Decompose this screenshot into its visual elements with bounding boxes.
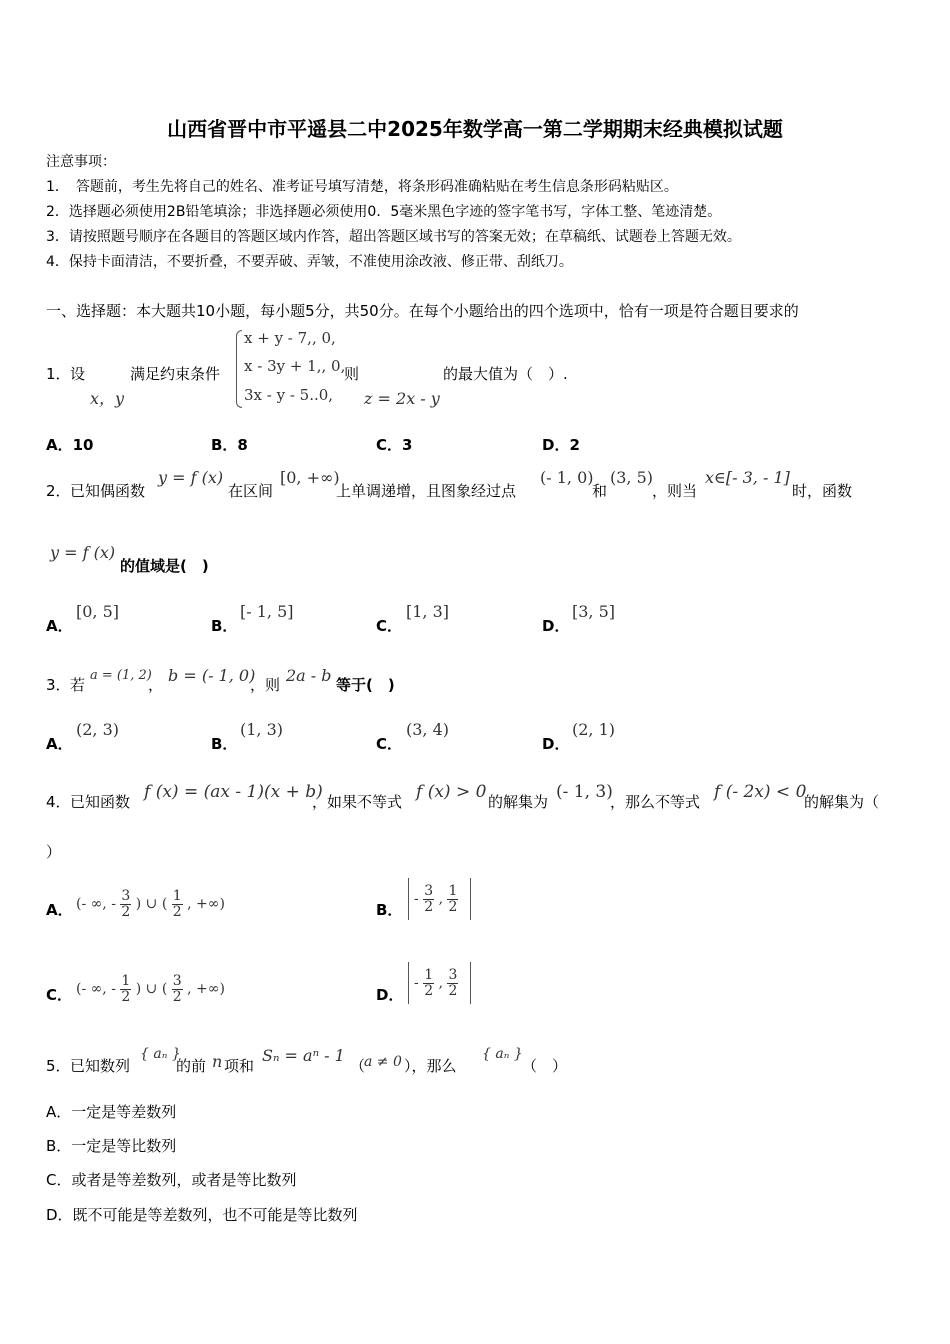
option-b-value: (1, 3) — [240, 720, 284, 739]
option-a-value: (2, 3) — [76, 720, 120, 739]
math-text: (- ∞, - — [76, 896, 116, 912]
option-b[interactable]: B． — [211, 735, 238, 753]
option-d-value — [414, 963, 458, 1003]
denominator: 2 — [448, 982, 458, 999]
math-vector-a: a = (1, 2) — [90, 668, 152, 683]
fraction — [447, 968, 458, 999]
option-d[interactable]: D．2 — [542, 436, 580, 454]
numerator: 1 — [448, 882, 458, 899]
option-b[interactable]: B．8 — [211, 436, 248, 454]
option-a-value: [0, 5] — [76, 602, 120, 621]
math-variable: n — [212, 1052, 223, 1071]
question-number: 4． — [46, 793, 71, 811]
math-text: (- ∞, - — [76, 981, 116, 997]
fraction — [423, 968, 434, 999]
interval-bracket — [470, 962, 471, 1004]
math-text: - — [414, 891, 419, 907]
math-interval: [0, +∞) — [280, 468, 340, 487]
numerator: 3 — [172, 972, 182, 989]
numerator: 1 — [424, 966, 434, 983]
option-d[interactable]: D． — [376, 986, 404, 1004]
math-function: y = f (x) — [50, 543, 116, 562]
question-text: 满足约束条件 — [130, 365, 221, 383]
question-number: 5． — [46, 1057, 71, 1075]
math-vars: x，y — [90, 389, 125, 408]
math-sequence: { aₙ } — [482, 1046, 523, 1062]
math-sum: Sₙ = aⁿ - 1 — [262, 1046, 345, 1065]
option-a-value — [76, 884, 225, 924]
question-text: ，那么不等式 — [610, 793, 701, 811]
math-text: ) ∪ ( — [135, 896, 168, 912]
denominator: 2 — [448, 898, 458, 915]
question-text: 若 — [70, 676, 86, 694]
question-text: 则 — [344, 365, 360, 383]
question-text: 的前 — [176, 1057, 207, 1075]
fraction — [172, 889, 183, 920]
section-heading: 一、选择题：本大题共10小题，每小题5分，共50分。在每个小题给出的四个选项中，恰有一项是符合题目要求的 — [46, 302, 799, 320]
question-number: 3． — [46, 676, 71, 694]
constraint: x + y - 7,, 0, — [244, 329, 336, 347]
option-b[interactable]: B． — [376, 901, 403, 919]
question-text: （ — [350, 1057, 366, 1075]
denominator: 2 — [121, 988, 131, 1005]
option-d[interactable]: D．既不可能是等差数列，也不可能是等比数列 — [46, 1206, 358, 1224]
question-text: 已知偶函数 — [70, 482, 146, 500]
math-text: , — [438, 891, 444, 907]
math-text: , — [438, 975, 444, 991]
question-text: 的解集为（ — [804, 793, 880, 811]
question-text: 的值域是( ) — [120, 557, 209, 575]
constraint: x - 3y + 1,, 0, — [244, 357, 346, 375]
math-condition: a ≠ 0 — [364, 1054, 402, 1070]
note-item: 2．选择题必须使用2B铅笔填涂；非选择题必须使用0．5毫米黑色字迹的签字笔书写，字体工整、笔迹清楚。 — [46, 204, 722, 220]
option-a[interactable]: A． — [46, 617, 73, 635]
note-item: 3．请按照题号顺序在各题目的答题区域内作答，超出答题区域书写的答案无效；在草稿纸、试题卷上答题无效。 — [46, 229, 741, 245]
question-text: ） — [46, 843, 62, 861]
question-text: 已知函数 — [70, 793, 131, 811]
math-text: , +∞) — [187, 896, 225, 912]
question-text: 和 — [592, 482, 608, 500]
option-c[interactable]: C．或者是等差数列，或者是等比数列 — [46, 1171, 297, 1189]
question-number: 1． — [46, 365, 71, 383]
numerator: 3 — [424, 882, 434, 899]
option-b-value — [414, 879, 458, 919]
question-text: 已知数列 — [70, 1057, 131, 1075]
question-text: 的最大值为（ ）. — [443, 365, 568, 383]
denominator: 2 — [121, 903, 131, 920]
denominator: 2 — [172, 988, 182, 1005]
option-d-value: [3, 5] — [572, 602, 616, 621]
question-text: ，则 — [250, 676, 281, 694]
option-b-value: [- 1, 5] — [240, 602, 294, 621]
constraint: 3x - y - 5..0, — [244, 386, 334, 404]
math-function: f (x) = (ax - 1)(x + b) — [144, 782, 323, 802]
math-set: (- 1, 3) — [556, 782, 613, 802]
option-d[interactable]: D． — [542, 617, 570, 635]
math-text: ) ∪ ( — [135, 981, 168, 997]
question-text: ，如果不等式 — [312, 793, 403, 811]
math-inequality: f (x) > 0 — [416, 782, 487, 802]
question-number: 2． — [46, 482, 71, 500]
question-text: ），那么 — [404, 1057, 457, 1075]
option-a[interactable]: A．一定是等差数列 — [46, 1103, 177, 1121]
math-text: , +∞) — [187, 981, 225, 997]
option-d[interactable]: D． — [542, 735, 570, 753]
math-domain: x∈[- 3, - 1] — [705, 468, 790, 487]
option-c[interactable]: C． — [46, 986, 73, 1004]
option-c[interactable]: C． — [376, 735, 403, 753]
option-c-value — [76, 969, 225, 1009]
fraction — [447, 884, 458, 915]
fraction — [120, 974, 131, 1005]
option-c-value: (3, 4) — [406, 720, 450, 739]
math-sequence: { aₙ } — [140, 1046, 181, 1062]
page-title: 山西省晋中市平遥县二中2025年数学高一第二学期期末经典模拟试题 — [167, 117, 783, 141]
question-text: 的解集为 — [488, 793, 549, 811]
interval-bracket — [408, 878, 409, 920]
math-point: (3, 5) — [610, 468, 654, 487]
question-text: ， — [148, 676, 164, 694]
numerator: 1 — [121, 972, 131, 989]
option-c[interactable]: C．3 — [376, 436, 413, 454]
denominator: 2 — [172, 903, 182, 920]
math-expression: 2a - b — [286, 666, 332, 685]
question-text: 等于( ) — [336, 676, 395, 694]
math-text: - — [414, 975, 419, 991]
interval-bracket — [470, 878, 471, 920]
question-text: （ ） — [522, 1057, 568, 1075]
option-a[interactable]: A．10 — [46, 436, 94, 454]
interval-bracket — [408, 962, 409, 1004]
option-d-value: (2, 1) — [572, 720, 616, 739]
numerator: 3 — [448, 966, 458, 983]
question-text: 时，函数 — [792, 482, 853, 500]
question-text: ，则当 — [652, 482, 698, 500]
option-a[interactable]: A． — [46, 901, 73, 919]
option-c-value: [1, 3] — [406, 602, 450, 621]
numerator: 3 — [121, 887, 131, 904]
question-text: 项和 — [224, 1057, 255, 1075]
notes-heading: 注意事项： — [46, 154, 116, 170]
option-a[interactable]: A． — [46, 735, 73, 753]
math-objective: z = 2x - y — [364, 389, 440, 408]
numerator: 1 — [172, 887, 182, 904]
fraction — [172, 974, 183, 1005]
question-text: 在区间 — [228, 482, 274, 500]
fraction — [120, 889, 131, 920]
math-function: y = f (x) — [158, 468, 224, 487]
note-item: 4．保持卡面清洁，不要折叠，不要弄破、弄皱，不准使用涂改液、修正带、刮纸刀。 — [46, 254, 573, 270]
denominator: 2 — [424, 982, 434, 999]
math-vector-b: b = (- 1, 0) — [168, 666, 256, 685]
math-point: (- 1, 0) — [540, 468, 594, 487]
option-b[interactable]: B．一定是等比数列 — [46, 1137, 177, 1155]
fraction — [423, 884, 434, 915]
option-b[interactable]: B． — [211, 617, 238, 635]
question-text: 上单调递增，且图象经过点 — [336, 482, 517, 500]
brace-symbol — [236, 330, 242, 408]
question-text: 设 — [70, 365, 86, 383]
option-c[interactable]: C． — [376, 617, 403, 635]
denominator: 2 — [424, 898, 434, 915]
math-inequality: f (- 2x) < 0 — [714, 782, 807, 802]
note-item: 1． 答题前，考生先将自己的姓名、准考证号填写清楚，将条形码准确粘贴在考生信息条形码粘贴区。 — [46, 179, 678, 195]
